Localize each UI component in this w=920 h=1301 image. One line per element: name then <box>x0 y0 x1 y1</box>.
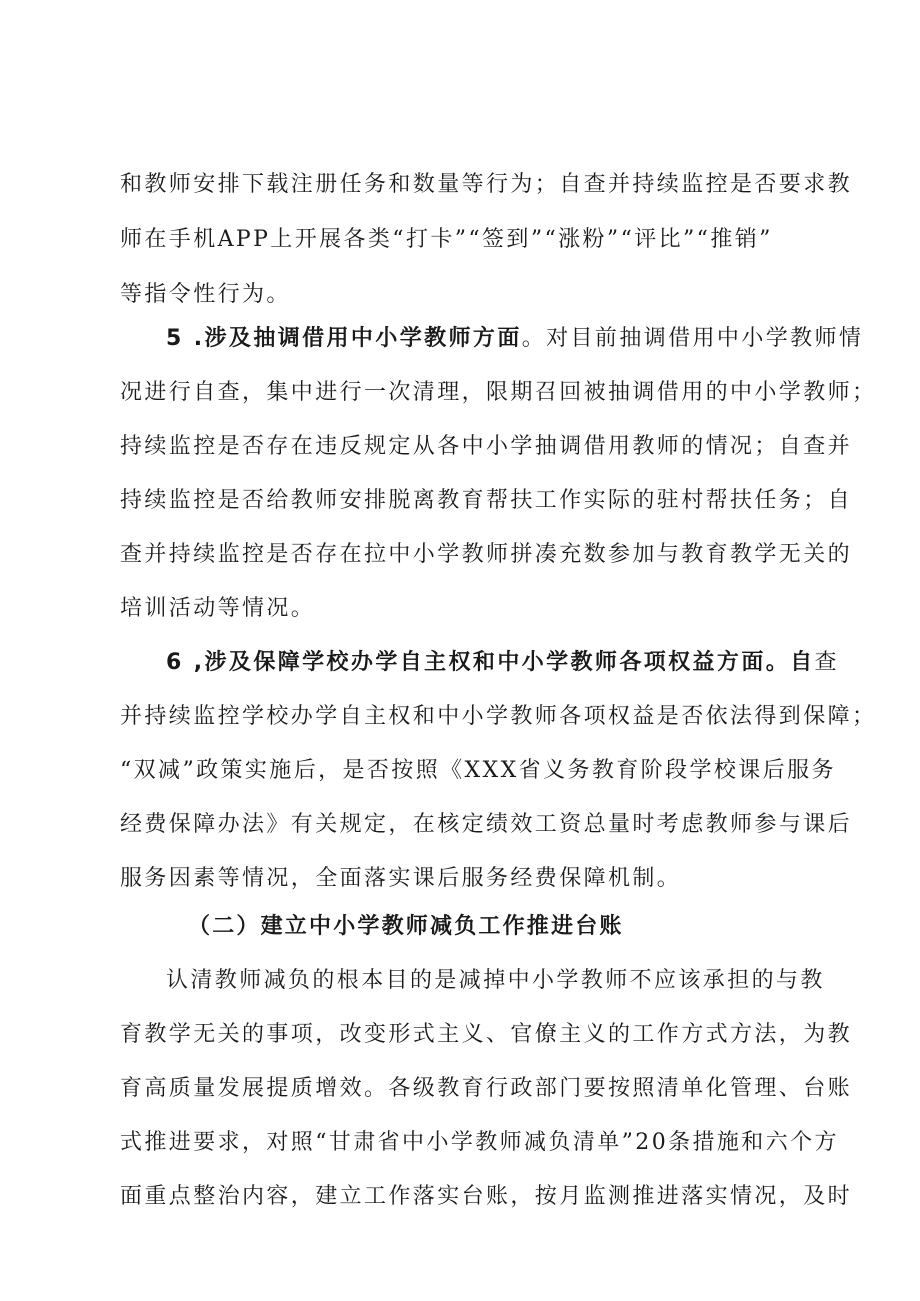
item6-first-line-rest: 查 <box>814 650 839 675</box>
text-line: 服务因素等情况，全面落实课后服务经费保障机制。 <box>120 866 682 891</box>
text-line: 育高质量发展提质增效。各级教育行政部门要按照清单化管理、台账 <box>120 1076 853 1101</box>
item6-title: 6 ,涉及保障学校办学自主权和中小学教师各项权益方面。自 <box>166 650 815 675</box>
section-heading: （二）建立中小学教师减负工作推进台账 <box>188 914 624 939</box>
text-line: 况进行自查，集中进行一次清理，限期召回被抽调借用的中小学教师； <box>120 380 877 405</box>
text-line: 持续监控是否存在违反规定从各中小学抽调借用教师的情况；自查并 <box>120 434 853 459</box>
text-line: 持续监控是否给教师安排脱离教育帮扶工作实际的驻村帮扶任务；自 <box>120 488 853 513</box>
item5-title: 5 .涉及抽调借用中小学教师方面 <box>166 326 522 351</box>
text-line: 和教师安排下载注册任务和数量等行为；自查并持续监控是否要求教 <box>120 172 853 197</box>
text-line: 式推进要求，对照“甘肃省中小学教师减负清单”20条措施和六个方 <box>120 1130 839 1155</box>
item6-first-line <box>166 648 839 678</box>
text-line: 等指令性行为。 <box>120 282 291 307</box>
text-line: 经费保障办法》有关规定，在核定绩效工资总量时考虑教师参与课后 <box>120 812 853 837</box>
item5-first-line <box>166 324 863 354</box>
text-line: 育教学无关的事项，改变形式主义、官僚主义的工作方式方法，为教 <box>120 1022 853 1047</box>
text-line: 培训活动等情况。 <box>120 596 316 621</box>
text-line: 认清教师减负的根本目的是减掉中小学教师不应该承担的与教 <box>166 968 825 993</box>
item5-first-line-rest: 。对目前抽调借用中小学教师情 <box>521 326 864 351</box>
text-line: 查并持续监控是否存在拉中小学教师拼凑充数参加与教育教学无关的 <box>120 542 853 567</box>
text-line: “双减”政策实施后，是否按照《XXX省义务教育阶段学校课后服务 <box>120 758 836 783</box>
text-line: 面重点整治内容，建立工作落实台账，按月监测推进落实情况，及时 <box>120 1184 853 1209</box>
text-line: 师在手机APP上开展各类“打卡”“签到”“涨粉”“评比”“推销” <box>120 227 773 252</box>
text-line: 并持续监控学校办学自主权和中小学教师各项权益是否依法得到保障； <box>120 704 877 729</box>
